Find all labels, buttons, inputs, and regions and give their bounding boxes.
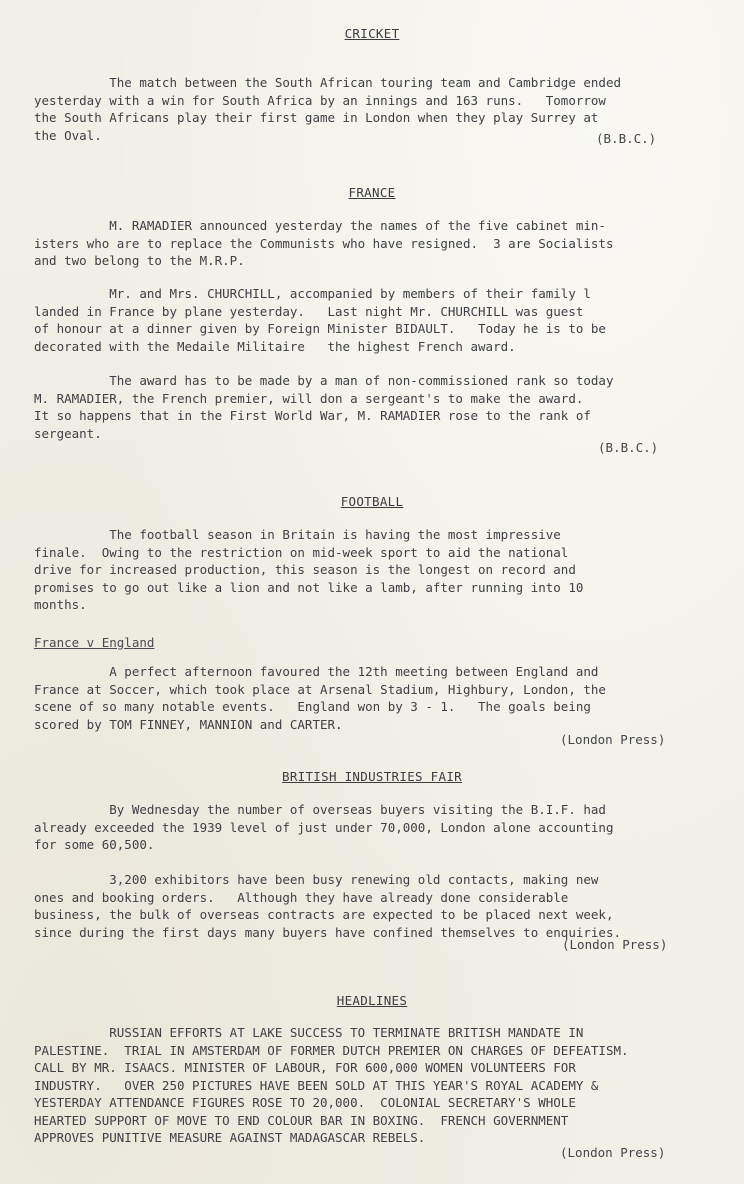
france-paragraph-3: The award has to be made by a man of non-commissioned rank so today M. RAMADIER, the French premier, will don a sergeant's to make the award. It so happens that in the First World War, M. RAMADIER rose to the rank of sergeant. — [34, 373, 614, 441]
football-subheading: France v England — [34, 635, 155, 650]
bif-heading: BRITISH INDUSTRIES FAIR — [282, 769, 462, 784]
cricket-heading: CRICKET — [344, 26, 400, 41]
bif-paragraph-1: By Wednesday the number of overseas buyers visiting the B.I.F. had already exceeded the 1939 level of just under 70,000, London alone accounting for some 60,500. — [34, 802, 614, 852]
cricket-source: (B.B.C.) — [596, 131, 657, 146]
bif-source: (London Press) — [562, 937, 668, 952]
france-paragraph-2: Mr. and Mrs. CHURCHILL, accompanied by members of their family l landed in France by plane yesterday. Last night Mr. CHURCHILL was guest of honour at a dinner given by Foreign Minister BIDAULT. Today he is to be decorated with the Medaile Militaire the highest French award. — [34, 286, 606, 354]
football-paragraph-1: The football season in Britain is having the most impressive finale. Owing to the restriction on mid-week sport to aid the national drive for increased production, this season is the longest on record and promises to go out like a lion and not like a lamb, after running into 10 months. — [34, 527, 584, 612]
bif-paragraph-2: 3,200 exhibitors have been busy renewing old contacts, making new ones and booking orders. Although they have already done considerable business, the bulk of overseas contracts are expected to be placed next week, since during the first days many buyers have confined themselves to enquiries. — [34, 872, 621, 940]
football-source: (London Press) — [560, 732, 666, 747]
headlines-heading: HEADLINES — [336, 993, 408, 1008]
football-heading: FOOTBALL — [340, 494, 404, 509]
france-paragraph-1: M. RAMADIER announced yesterday the names of the five cabinet min- isters who are to replace the Communists who have resigned. 3 are Socialists and two belong to the M.R.P. — [34, 218, 614, 268]
headlines-paragraph: RUSSIAN EFFORTS AT LAKE SUCCESS TO TERMINATE BRITISH MANDATE IN PALESTINE. TRIAL IN AMSTERDAM OF FORMER DUTCH PREMIER ON CHARGES OF DEFEATISM. CALL BY MR. ISAACS. MINISTER OF LABOUR, FOR 600,000 WOMEN VOLUNTEERS FOR INDUSTRY. OVER 250 PICTURES HAVE BEEN SOLD AT THIS YEAR'S ROYAL ACADEMY & YESTERDAY ATTENDANCE FIGURES ROSE TO 20,000. COLONIAL SECRETARY'S WHOLE HEARTED SUPPORT OF MOVE TO END COLOUR BAR IN BOXING. FRENCH GOVERNMENT APPROVES PUNITIVE MEASURE AGAINST MADAGASCAR REBELS. — [34, 1025, 629, 1145]
headlines-source: (London Press) — [560, 1145, 666, 1160]
france-heading: FRANCE — [348, 185, 396, 200]
france-source: (B.B.C.) — [598, 440, 659, 455]
cricket-paragraph: The match between the South African touring team and Cambridge ended yesterday with a win for South Africa by an innings and 163 runs. Tomorrow the South Africans play their first game in London when they play Surrey at the Oval. — [34, 75, 621, 143]
football-paragraph-2: A perfect afternoon favoured the 12th meeting between England and France at Soccer, which took place at Arsenal Stadium, Highbury, London, the scene of so many notable events. England won by 3 - 1. The goals being scored by TOM FINNEY, MANNION and CARTER. — [34, 664, 606, 732]
